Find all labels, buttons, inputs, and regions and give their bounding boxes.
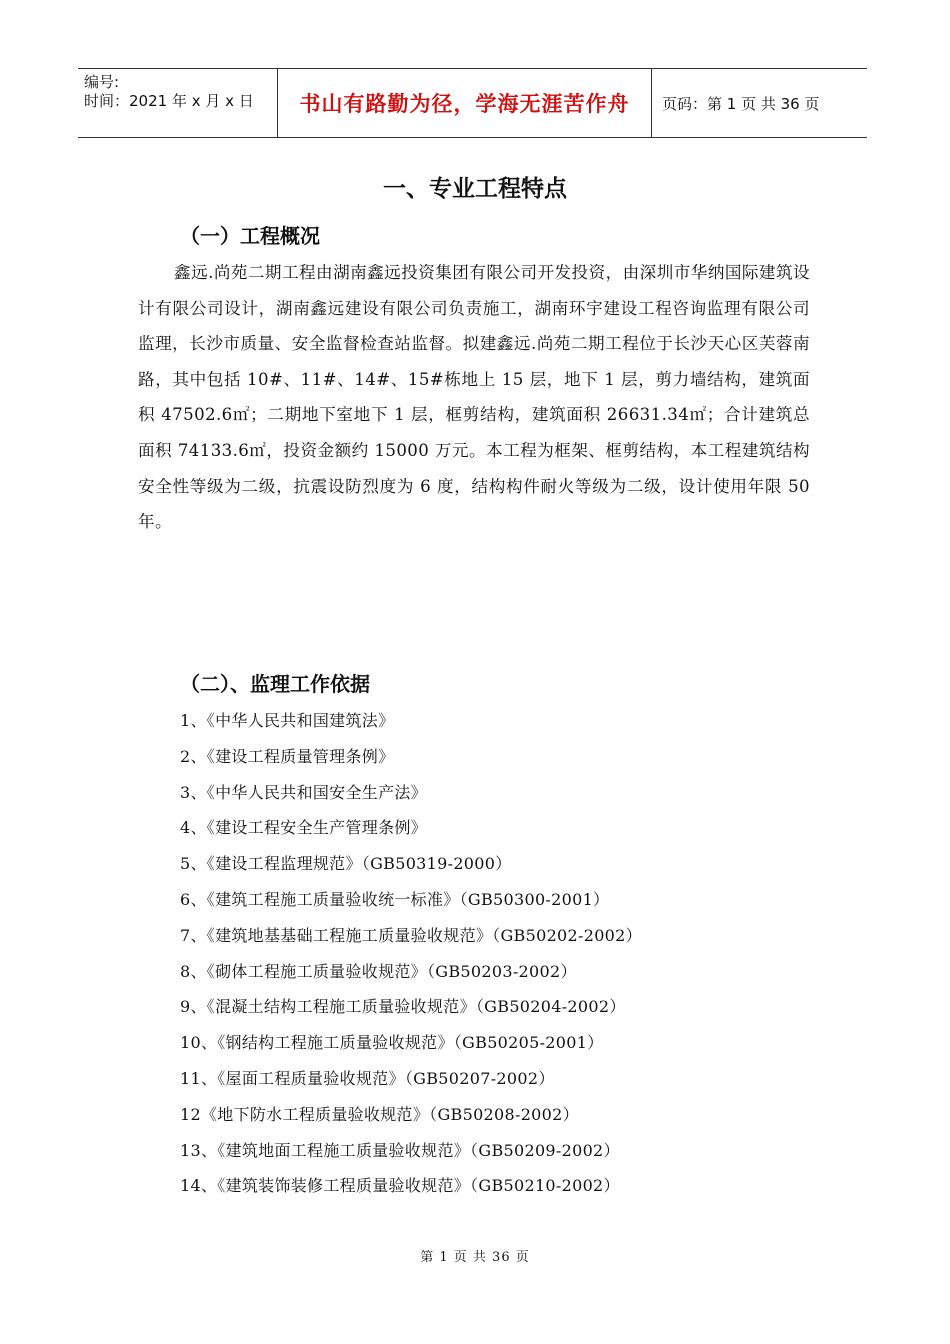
project-overview-paragraph bbox=[138, 255, 810, 540]
section2-heading: （二）、监理工作依据 bbox=[180, 672, 370, 696]
section1-heading: （一）工程概况 bbox=[180, 224, 320, 248]
page-footer: 第 1 页 共 36 页 bbox=[420, 1250, 530, 1265]
list-item: 11、《屋面工程质量验收规范》（GB50207-2002） bbox=[180, 1068, 555, 1088]
document-title: 一、专业工程特点 bbox=[383, 176, 567, 202]
list-item: 14、《建筑装饰装修工程质量验收规范》（GB50210-2002） bbox=[180, 1176, 620, 1196]
list-item: 8、《砌体工程施工质量验收规范》（GB50203-2002） bbox=[180, 961, 577, 981]
list-item: 2、《建设工程质量管理条例》 bbox=[180, 746, 395, 766]
header-left-cell bbox=[78, 69, 278, 137]
list-item: 10、《钢结构工程施工质量验收规范》（GB50205-2001） bbox=[180, 1033, 604, 1053]
motto: 书山有路勤为径，学海无涯苦作舟 bbox=[278, 69, 652, 137]
page-header bbox=[78, 68, 867, 138]
list-item: 6、《建筑工程施工质量验收统一标准》（GB50300-2001） bbox=[180, 889, 610, 909]
list-item: 5、《建设工程监理规范》（GB50319-2000） bbox=[180, 854, 512, 874]
basis-list bbox=[180, 703, 642, 1204]
paragraph-text: 鑫远.尚苑二期工程由湖南鑫远投资集团有限公司开发投资，由深圳市华纳国际建筑设计有限公司设计，湖南鑫远建设有限公司负责施工，湖南环宇建设工程咨询监理有限公司监理，长沙市质量、安全监督检查站监督。拟建鑫远.尚苑二期工程位于长沙天心区芙蓉南路，其中包括 10#、11#、14#、15#栋地上 15 层，地下 1 层，剪力墙结构，建筑面积 47502.6㎡；二期地下室地下 1 层，框剪结构，建筑面积 26631.34㎡；合计建筑总面积 74133.6㎡，投资金额约 15000 万元。本工程为框架、框剪结构，本工程建筑结构安全性等级为二级，抗震设防烈度为 6 度，结构构件耐火等级为二级，设计使用年限 50 年。 bbox=[138, 263, 810, 532]
list-item: 13、《建筑地面工程施工质量验收规范》（GB50209-2002） bbox=[180, 1140, 620, 1160]
list-item: 9、《混凝土结构工程施工质量验收规范》（GB50204-2002） bbox=[180, 997, 626, 1017]
list-item: 12《地下防水工程质量验收规范》（GB50208-2002） bbox=[180, 1104, 579, 1124]
code-label: 编号: bbox=[84, 73, 120, 91]
page-label: 页码：第 1 页 共 36 页 bbox=[662, 94, 820, 113]
date-label: 时间：2021 年 x 月 x 日 bbox=[84, 92, 254, 110]
list-item: 3、《中华人民共和国安全生产法》 bbox=[180, 782, 427, 802]
list-item: 4、《建设工程安全生产管理条例》 bbox=[180, 818, 427, 838]
list-item: 7、《建筑地基基础工程施工质量验收规范》（GB50202-2002） bbox=[180, 925, 642, 945]
list-item: 1、《中华人民共和国建筑法》 bbox=[180, 711, 395, 730]
